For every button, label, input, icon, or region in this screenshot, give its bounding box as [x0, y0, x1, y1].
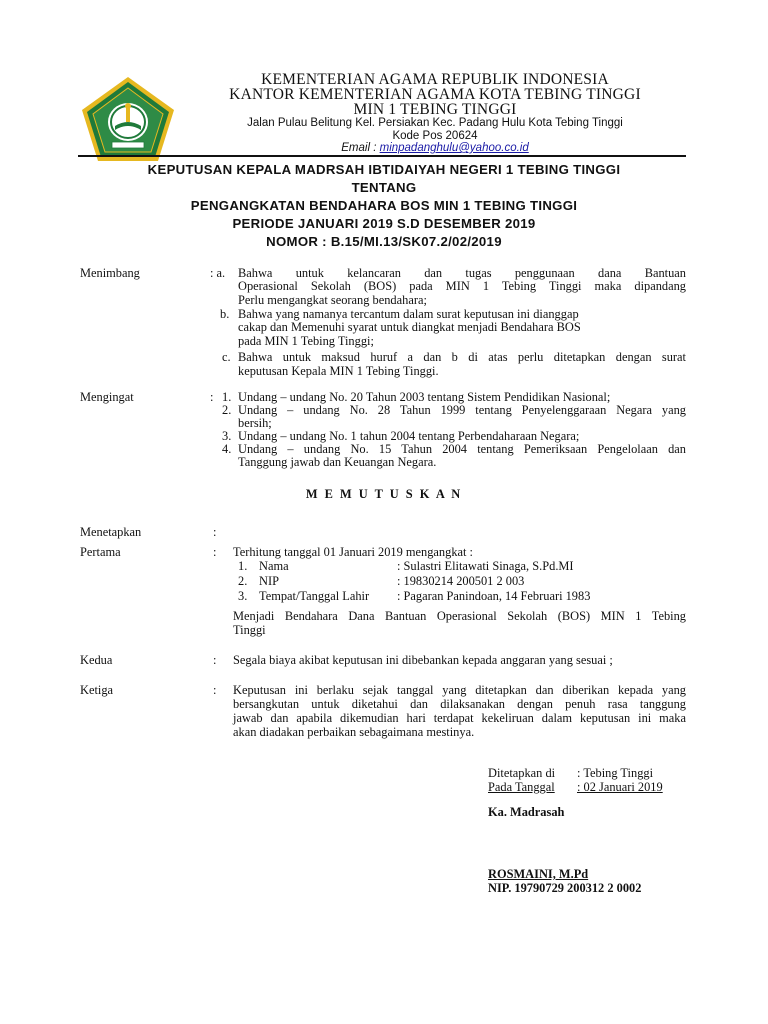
ketiga-line4: akan diadakan perbaikan sebagaimana mestinya. — [233, 725, 475, 739]
kedua-label: Kedua — [80, 653, 113, 667]
menimbang-b-line3: pada MIN 1 Tebing Tinggi; — [238, 334, 374, 348]
ditetapkan-value: : Tebing Tinggi — [577, 766, 654, 780]
appointee-value-name: : Sulastri Elitawati Sinaga, S.Pd.MI — [397, 559, 574, 573]
signatory-name: ROSMAINI, M.Pd — [488, 867, 589, 881]
mengingat-marker-2: 2. — [222, 403, 232, 417]
decree-number: NOMOR : B.15/MI.13/SK07.2/02/2019 — [266, 234, 502, 249]
header-ministry: KEMENTERIAN AGAMA REPUBLIK INDONESIA — [261, 71, 609, 88]
mengingat-item-3: Undang – undang No. 1 tahun 2004 tentang Perbendaharaan Negara; — [238, 429, 580, 443]
menimbang-b-marker: b. — [220, 307, 230, 321]
appointee-value-nip: : 19830214 200501 2 003 — [397, 574, 525, 588]
mengingat-label: Mengingat — [80, 390, 134, 404]
appointee-field-nip: NIP — [259, 574, 279, 588]
title-subject: PENGANGKATAN BENDAHARA BOS MIN 1 TEBING TINGGI — [190, 198, 578, 213]
header-postcode: Kode Pos 20624 — [392, 130, 478, 142]
header-address: Jalan Pulau Belitung Kel. Persiakan Kec. Padang Hulu Kota Tebing Tinggi — [247, 117, 623, 129]
email-label: Email : — [341, 142, 377, 154]
ketiga-label: Ketiga — [80, 683, 114, 697]
mengingat-marker-3: 3. — [222, 429, 232, 443]
menimbang-b-line2: cakap dan Memenuhi syarat untuk diangkat menjadi Bendahara BOS — [238, 320, 581, 334]
menimbang-b-line1: Bahwa yang namanya tercantum dalam surat keputusan ini dianggap — [238, 307, 579, 321]
appointee-row-no: 1. — [238, 559, 248, 573]
pertama-label: Pertama — [80, 545, 121, 559]
menimbang-c-line1: Bahwa untuk maksud huruf a dan b di atas perlu ditetapkan dengan surat — [238, 350, 686, 364]
menimbang-label: Menimbang — [80, 266, 140, 280]
pertama-after-line1: Menjadi Bendahara Dana Bantuan Operasional Sekolah (BOS) MIN 1 Tebing — [233, 609, 686, 623]
ketiga-line2: bersangkutan untuk diketahui dan dilaksanakan dengan penuh rasa tanggung — [233, 697, 686, 711]
tanggal-value: : 02 Januari 2019 — [577, 780, 663, 794]
title-period: PERIODE JANUARI 2019 S.D DESEMBER 2019 — [232, 216, 536, 231]
menetapkan-label: Menetapkan — [80, 525, 142, 539]
appointee-row-no: 2. — [238, 574, 248, 588]
pertama-colon: : — [213, 545, 217, 559]
menimbang-a-line3: Perlu mengangkat seorang bendahara; — [238, 293, 427, 307]
menimbang-c-line2: keputusan Kepala MIN 1 Tebing Tinggi. — [238, 364, 439, 378]
pertama-after-line2: Tinggi — [233, 623, 266, 637]
appointee-row-no: 3. — [238, 589, 248, 603]
menetapkan-colon: : — [213, 525, 217, 539]
mengingat-colon: : — [210, 390, 214, 404]
tanggal-label: Pada Tanggal — [488, 780, 555, 794]
mengingat-item-2-line1: Undang – undang No. 28 Tahun 1999 tentang Penyelenggaraan Negara yang — [238, 403, 686, 417]
header-office: KANTOR KEMENTERIAN AGAMA KOTA TEBING TINGGI — [229, 86, 641, 103]
menimbang-colon: : a. — [210, 266, 226, 280]
header-rule — [78, 155, 686, 157]
mengingat-item-4-line2: Tanggung jawab dan Keuangan Negara. — [238, 455, 437, 469]
mengingat-item-2-line2: bersih; — [238, 416, 272, 430]
pertama-intro: Terhitung tanggal 01 Januari 2019 mengangkat : — [233, 545, 474, 559]
signatory-nip: NIP. 19790729 200312 2 0002 — [488, 881, 642, 895]
mengingat-item-1: Undang – undang No. 20 Tahun 2003 tentang Sistem Pendidikan Nasional; — [238, 390, 611, 404]
kedua-text: Segala biaya akibat keputusan ini dibebankan kepada anggaran yang sesuai ; — [233, 653, 613, 667]
menimbang-a-line1: Bahwa untuk kelancaran dan tugas penggunaan dana Bantuan — [238, 266, 686, 280]
mengingat-marker-4: 4. — [222, 442, 232, 456]
email-link[interactable]: minpadanghulu@yahoo.co.id — [379, 142, 529, 154]
header-email-line — [150, 141, 720, 155]
memutuskan-heading: M E M U T U S K A N — [305, 487, 463, 501]
title-tentang: TENTANG — [351, 180, 417, 195]
ketiga-colon: : — [213, 683, 217, 697]
ketiga-line3: jawab dan apabila dikemudian hari terdapat kekeliruan dalam keputusan ini maka — [233, 711, 686, 725]
menimbang-a-line2: Operasional Sekolah (BOS) pada MIN 1 Tebing Tinggi maka dipandang — [238, 279, 686, 293]
kedua-colon: : — [213, 653, 217, 667]
mengingat-marker-1: 1. — [222, 390, 232, 404]
ditetapkan-label: Ditetapkan di — [488, 766, 556, 780]
ketiga-line1: Keputusan ini berlaku sejak tanggal yang ditetapkan dan diberikan kepada yang — [233, 683, 686, 697]
mengingat-item-4-line1: Undang – undang No. 15 Tahun 2004 tentang Pemeriksaan Pengelolaan dan — [238, 442, 686, 456]
decree-title: KEPUTUSAN KEPALA MADRSAH IBTIDAIYAH NEGERI 1 TEBING TINGGI — [147, 162, 621, 177]
signatory-position: Ka. Madrasah — [488, 805, 565, 819]
menimbang-c-marker: c. — [222, 350, 231, 364]
appointee-value-birth: : Pagaran Panindoan, 14 Februari 1983 — [397, 589, 591, 603]
header-school: MIN 1 TEBING TINGGI — [353, 101, 517, 118]
appointee-field-name: Nama — [259, 559, 289, 573]
appointee-field-birth: Tempat/Tanggal Lahir — [259, 589, 370, 603]
